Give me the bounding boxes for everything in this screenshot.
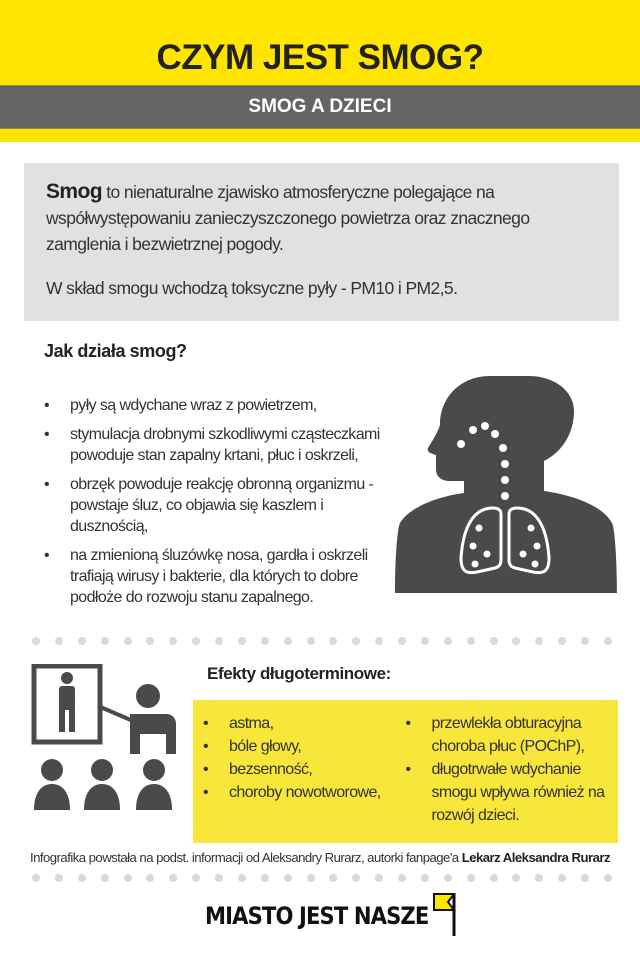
list-item: • choroby nowotworowe, (203, 781, 406, 804)
list-item: • bóle głowy, (203, 735, 406, 758)
credit-line (0, 850, 640, 865)
effects-box (193, 700, 618, 843)
intro-box (24, 163, 619, 321)
effects-column-2 (406, 712, 609, 831)
logo-text: MIASTO JEST NASZE (205, 902, 429, 930)
list-item: • na zmienioną śluzówkę nosa, gardła i oskrzeli trafiają wirusy i bakterie, dla których to dobre podłoże do rozwoju stanu zapalnego. (44, 545, 404, 608)
effects-column-1 (203, 712, 406, 831)
list-item: • długotrwałe wdychanie smogu wpływa również na rozwój dzieci. (406, 758, 609, 827)
subtitle-band (0, 85, 640, 129)
how-title: Jak działa smog? (44, 341, 187, 361)
respiratory-system-icon (395, 368, 617, 593)
credit-text: Infografika powstała na podst. informacji od Aleksandry Rurarz, autorki fanpage'a (30, 850, 462, 865)
presentation-icon (30, 664, 195, 812)
list-item: • przewlekła obturacyjna choroba płuc (POChP), (406, 712, 609, 758)
definition-text: to nienaturalne zjawisko atmosferyczne polegające na współwystępowaniu zanieczyszczonego powietrza oraz znacznego zamglenia i bezwietrznej pogody. (46, 182, 530, 254)
term: Smog (46, 180, 102, 203)
definition (46, 179, 597, 257)
list-item: • obrzęk powoduje reakcję obronną organizmu - powstaje śluz, co objawia się kaszlem i dusznością, (44, 474, 404, 537)
list-item: • astma, (203, 712, 406, 735)
how-list (44, 395, 404, 616)
flag-icon (430, 890, 460, 940)
effects-title: Efekty długoterminowe: (207, 664, 391, 683)
page-subtitle: SMOG A DZIECI (248, 96, 392, 117)
list-item: • bezsenność, (203, 758, 406, 781)
credit-author: Lekarz Aleksandra Rurarz (461, 850, 610, 865)
page-title: CZYM JEST SMOG? (156, 38, 484, 77)
list-item: • pyły są wdychane wraz z powietrzem, (44, 395, 404, 416)
dotted-divider (32, 874, 612, 882)
dotted-divider (32, 637, 612, 645)
list-item: • stymulacja drobnymi szkodliwymi cząsteczkami powoduje stan zapalny krtani, płuc i oskrzeli, (44, 424, 404, 466)
composition: W skład smogu wchodzą toksyczne pyły - PM10 i PM2,5. (46, 278, 458, 298)
